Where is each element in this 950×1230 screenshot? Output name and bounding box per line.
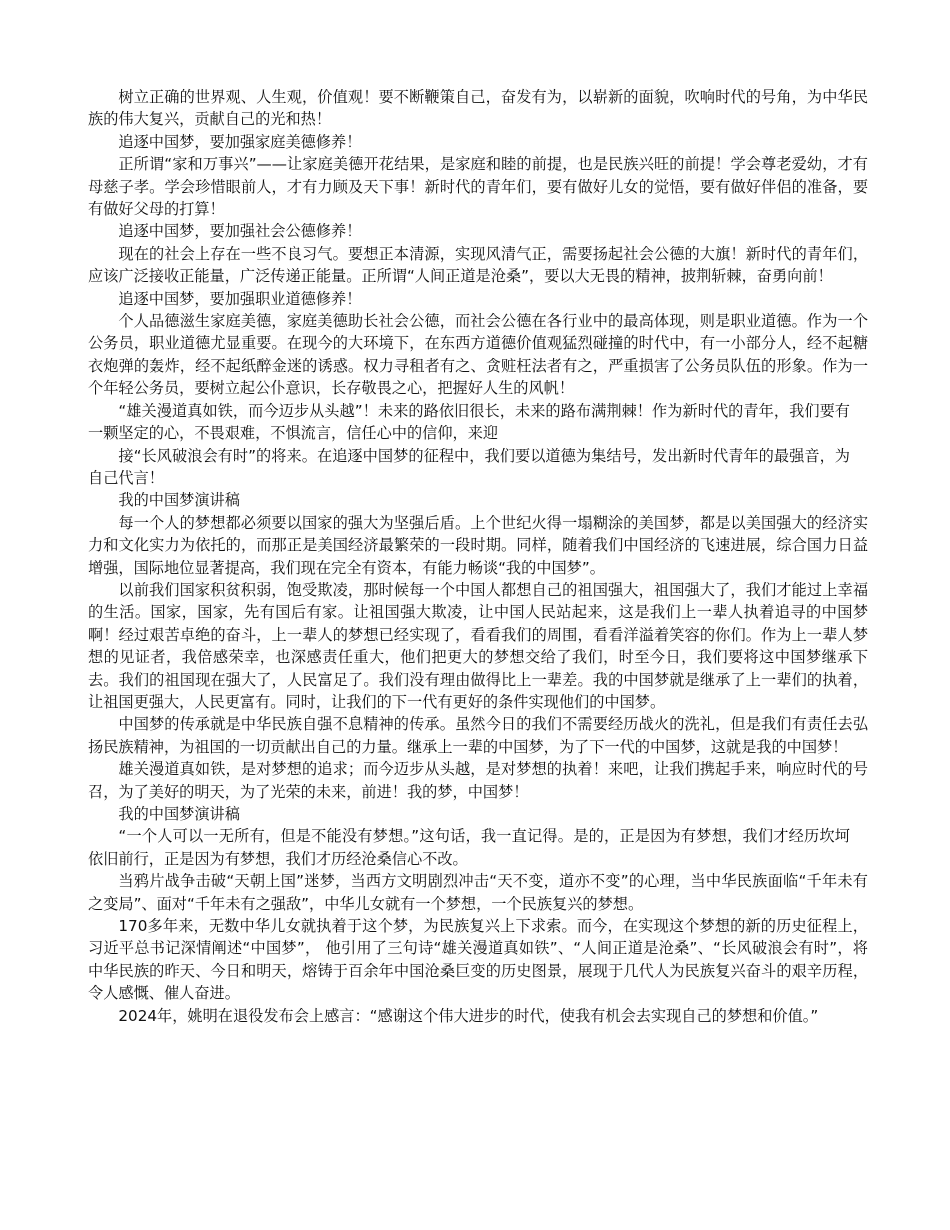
paragraph: 个人品德滋生家庭美德，家庭美德助长社会公德，而社会公德在各行业中的最高体现，则是职业道德。作为一个公务员，职业道德尤显重要。在现今的大环境下，在东西方道德价值观猛烈碰撞的时代中，有一小部分人，经不起糖衣炮弹的轰炸，经不起纸醉金迷的诱惑。权力寻租者有之、贪赃枉法者有之，严重损害了公务员队伍的形象。作为一个年轻公务员，要树立起公仆意识，长存敬畏之心，把握好人生的风帆！ [88, 312, 868, 398]
paragraph: “一个人可以一无所有，但是不能没有梦想。”这句话，我一直记得。是的，正是因为有梦想，我们才经历坎坷依旧前行，正是因为有梦想，我们才历经沧桑信心不改。 [88, 827, 850, 868]
paragraph: 中国梦的传承就是中华民族自强不息精神的传承。虽然今日的我们不需要经历战火的洗礼，但是我们有责任去弘扬民族精神，为祖国的一切贡献出自己的力量。继承上一辈的中国梦，为了下一代的中国梦，这就是我的中国梦！ [88, 715, 868, 756]
paragraph: 接“长风破浪会有时”的将来。在追逐中国梦的征程中，我们要以道德为集结号，发出新时代青年的最强音，为自己代言！ [88, 446, 850, 487]
paragraph: 树立正确的世界观、人生观，价值观！要不断鞭策自己，奋发有为，以崭新的面貌，吹响时代的号角，为中华民族的伟大复兴，贡献自己的光和热！ [88, 88, 868, 129]
section-heading: 追逐中国梦，要加强社会公德修养！ [118, 222, 362, 241]
paragraph: “雄关漫道真如铁，而今迈步从头越”！未来的路依旧很长，未来的路布满荆棘！作为新时代的青年，我们要有一颗坚定的心，不畏艰难，不惧流言，信任心中的信仰，来迎 [88, 401, 850, 443]
paragraph: 2024年，姚明在退役发布会上感言：“感谢这个伟大进步的时代，使我有机会去实现自己的梦想和价值。” [118, 1006, 819, 1025]
paragraph: 170多年来，无数中华儿女就执着于这个梦，为民族复兴上下求索。而今，在实现这个梦想的新的历史征程上，习近平总书记深情阐述“中国梦”， 他引用了三句诗“雄关漫道真如铁”、“人间正道是沧桑”、“长风破浪会有时”，将中华民族的昨天、今日和明天，熔铸于百余年中国沧桑巨变的历史图景，展现于几代人为民族复兴奋斗的艰辛历程，令人感慨、催人奋进。 [88, 917, 868, 1003]
paragraph: 每一个人的梦想都必须要以国家的强大为坚强后盾。上个世纪火得一塌糊涂的美国梦，都是以美国强大的经济实力和文化实力为依托的，而那正是美国经济最繁荣的一段时期。同样，随着我们中国经济的飞速进展，综合国力日益增强，国际地位显著提高，我们现在完全有资本，有能力畅谈“我的中国梦”。 [88, 513, 868, 577]
speech-title: 我的中国梦演讲稿 [118, 491, 240, 510]
paragraph: 当鸦片战争击破“天朝上国”迷梦，当西方文明剧烈冲击“天不变，道亦不变”的心理，当中华民族面临“千年未有之变局”、面对“千年未有之强敌”，中华儿女就有一个梦想，一个民族复兴的梦想。 [88, 872, 868, 913]
paragraph: 正所谓“家和万事兴”——让家庭美德开花结果，是家庭和睦的前提，也是民族兴旺的前提！学会尊老爱幼，才有母慈子孝。学会珍惜眼前人，才有力顾及天下事！新时代的青年们，要有做好儿女的觉悟，要有做好伴侣的准备，要有做好父母的打算！ [88, 155, 868, 219]
speech-title: 我的中国梦演讲稿 [118, 805, 240, 823]
paragraph: 以前我们国家积贫积弱，饱受欺凌，那时候每一个中国人都想自己的祖国强大，祖国强大了，我们才能过上幸福的生活。国家，国家，先有国后有家。让祖国强大欺凌，让中国人民站起来，这是我们上一辈人执着追寻的中国梦啊！经过艰苦卓绝的奋斗，上一辈人的梦想已经实现了，看看我们的周围，看看洋溢着笑容的你们。作为上一辈人梦想的见证者，我倍感荣幸，也深感责任重大，他们把更大的梦想交给了我们，时至今日，我们要将这中国梦继承下去。我们的祖国现在强大了，人民富足了。我们没有理由做得比上一辈差。我的中国梦就是继承了上一辈们的执着，让祖国更强大，人民更富有。同时，让我们的下一代有更好的条件实现他们的中国梦。 [88, 580, 868, 711]
section-heading: 追逐中国梦，要加强职业道德修养！ [118, 289, 362, 308]
document-body [88, 86, 868, 1027]
paragraph: 雄关漫道真如铁，是对梦想的追求；而今迈步从头越，是对梦想的执着！来吧，让我们携起手来，响应时代的号召，为了美好的明天，为了光荣的未来，前进！我的梦，中国梦！ [88, 760, 868, 801]
paragraph: 现在的社会上存在一些不良习气。要想正本清源，实现风清气正，需要扬起社会公德的大旗！新时代的青年们，应该广泛接收正能量，广泛传递正能量。正所谓“人间正道是沧桑”，要以大无畏的精神，披荆斩棘，奋勇向前！ [88, 244, 868, 286]
section-heading: 追逐中国梦，要加强家庭美德修养！ [118, 132, 362, 151]
